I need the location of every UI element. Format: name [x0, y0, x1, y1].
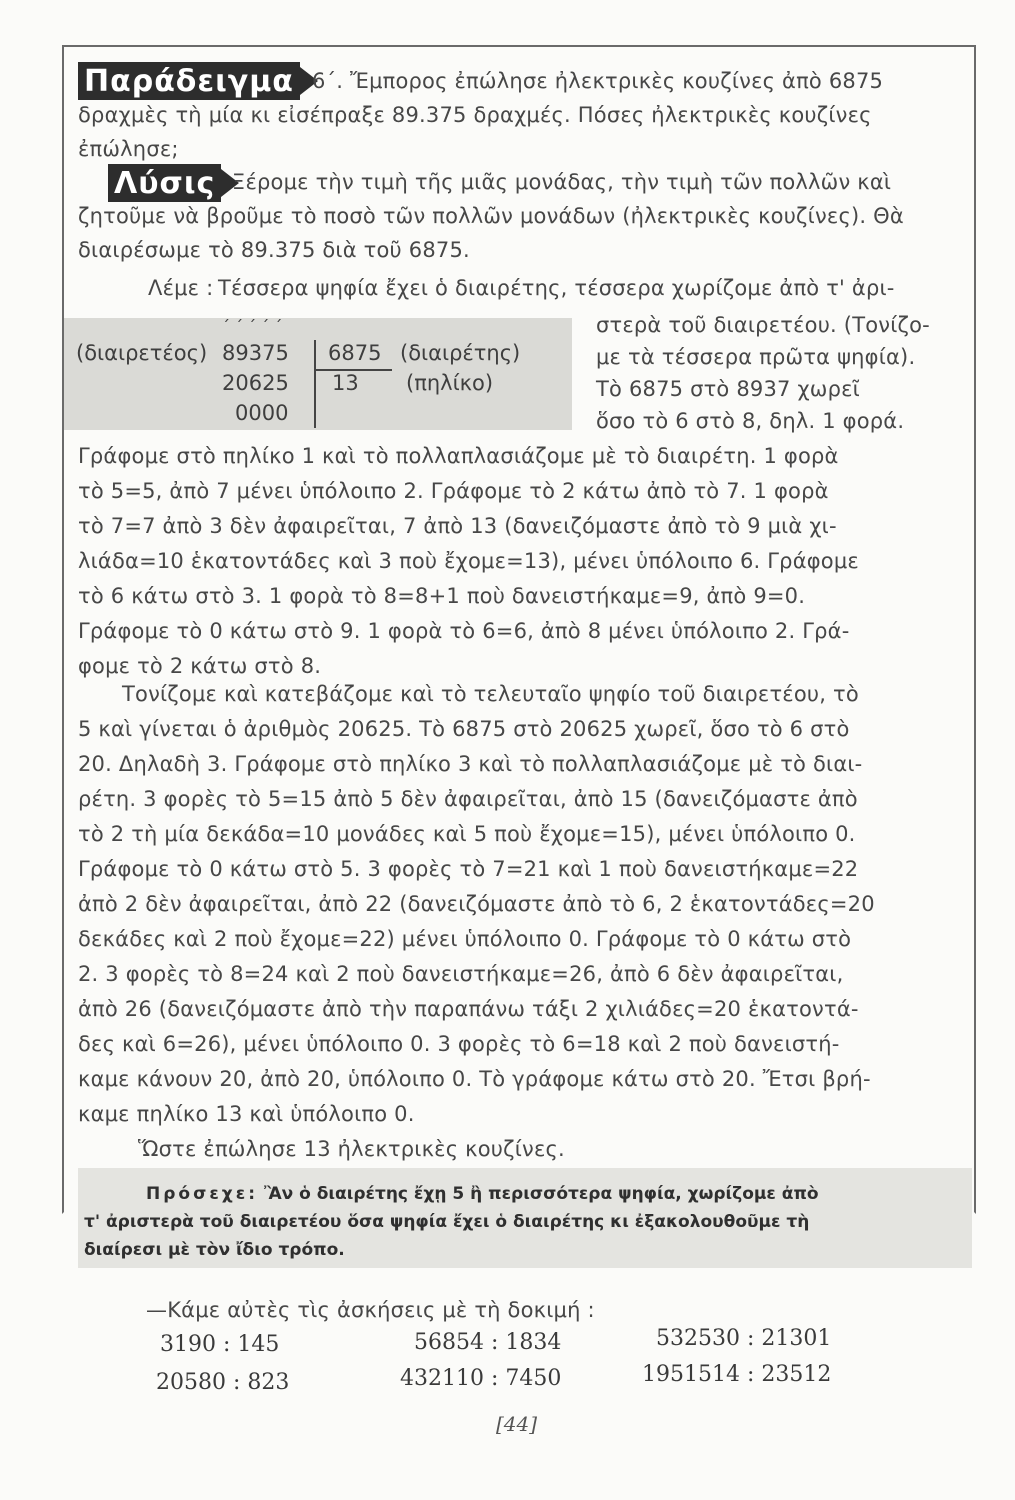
- body-p2-line-8: δεκάδες καὶ 2 ποὺ ἔχομε=22) μένει ὑπόλοιπο 0. Γράφομε τὸ 0 κάτω στὸ: [78, 927, 852, 951]
- body-p1-line-2: τὸ 5=5, ἀπὸ 7 μένει ὑπόλοιπο 2. Γράφομε τὸ 2 κάτω ἀπὸ τὸ 7. 1 φορὰ: [78, 479, 829, 503]
- body-p1-line-3: τὸ 7=7 ἀπὸ 3 δὲν ἀφαιρεῖται, 7 ἀπὸ 13 (δανειζόμαστε ἀπὸ τὸ 9 μιὰ χι-: [78, 514, 837, 538]
- solution-line-2: ζητοῦμε νὰ βροῦμε τὸ ποσὸ τῶν πολλῶν μονάδων (ἠλεκτρικὲς κουζίνες). Θὰ: [78, 204, 904, 228]
- leme-right-3: Τὸ 6875 στὸ 8937 χωρεῖ: [596, 377, 860, 401]
- body-p2-line-2: 5 καὶ γίνεται ὁ ἀριθμὸς 20625. Τὸ 6875 στὸ 20625 χωρεῖ, ὅσο τὸ 6 στὸ: [78, 717, 850, 741]
- note-heading: Πρόσεχε:: [146, 1184, 259, 1204]
- example-line-2: δραχμὲς τὴ μία κι εἰσέπραξε 89.375 δραχμές. Πόσες ἠλεκτρικὲς κουζίνες: [78, 103, 872, 127]
- dividend-label: (διαιρετέος): [76, 341, 208, 365]
- example-badge: Παράδειγμα: [78, 62, 300, 100]
- body-p2-line-10: ἀπὸ 26 (δανειζόμαστε ἀπὸ τὴν παραπάνω τάξι 2 χιλιάδες=20 ἑκατοντά-: [78, 997, 859, 1021]
- body-p1-line-4: λιάδα=10 ἑκατοντάδες καὶ 3 ποὺ ἔχομε=13), μένει ὑπόλοιπο 6. Γράφομε: [78, 549, 859, 573]
- conclusion: Ὥστε ἐπώλησε 13 ἠλεκτρικὲς κουζίνες.: [138, 1137, 565, 1161]
- exercise-2: 56854 : 1834: [414, 1330, 562, 1355]
- solution-line-3: διαιρέσωμε τὸ 89.375 διὰ τοῦ 6875.: [78, 238, 470, 262]
- division-ticks: ΄ ΄ ΄ ΄ ΄: [222, 317, 283, 336]
- exercises-instruction: —Κάμε αὐτὲς τὶς ἀσκήσεις μὲ τὴ δοκιμή :: [146, 1298, 595, 1322]
- leme-first: Τέσσερα ψηφία ἔχει ὁ διαιρέτης, τέσσερα χωρίζομε ἀπὸ τ' ἀρι-: [218, 276, 895, 300]
- body-p2-line-9: 2. 3 φορὲς τὸ 8=24 καὶ 2 ποὺ δανειστήκαμε=26, ἀπὸ 6 δὲν ἀφαιρεῖται,: [78, 962, 844, 986]
- body-p2-line-11: δες καὶ 6=26), μένει ὑπόλοιπο 0. 3 φορὲς τὸ 6=18 καὶ 2 ποὺ δανειστή-: [78, 1032, 840, 1056]
- leme-right-4: ὅσο τὸ 6 στὸ 8, δηλ. 1 φορά.: [596, 409, 905, 433]
- example-line-3: ἐπώλησε;: [78, 137, 179, 161]
- quotient: 13: [332, 371, 359, 395]
- solution-badge: Λύσις: [108, 164, 221, 202]
- exercise-1: 3190 : 145: [160, 1332, 280, 1357]
- body-p2-line-7: ἀπὸ 2 δὲν ἀφαιρεῖται, ἀπὸ 22 (δανειζόμαστε ἀπὸ τὸ 6, 2 ἑκατοντάδες=20: [78, 892, 875, 916]
- solution-line-1: Ξέρομε τὴν τιμὴ τῆς μιᾶς μονάδας, τὴν τιμὴ τῶν πολλῶν καὶ: [232, 170, 892, 194]
- body-p2-line-13: καμε πηλίκο 13 καὶ ὑπόλοιπο 0.: [78, 1102, 415, 1126]
- quotient-label: (πηλίκο): [406, 371, 494, 395]
- leme-right-2: με τὰ τέσσερα πρῶτα ψηφία).: [596, 345, 916, 369]
- note-line-2: τ' ἀριστερὰ τοῦ διαιρετέου ὅσα ψηφία ἔχει ὁ διαιρέτης κι ἐξακολουθοῦμε τὴ: [84, 1212, 810, 1232]
- body-p2-line-3: 20. Δηλαδὴ 3. Γράφομε στὸ πηλίκο 3 καὶ τὸ πολλαπλασιάζομε μὲ τὸ διαι-: [78, 752, 863, 776]
- body-p1-line-6: Γράφομε τὸ 0 κάτω στὸ 9. 1 φορὰ τὸ 6=6, ἀπὸ 8 μένει ὑπόλοιπο 2. Γρά-: [78, 619, 850, 643]
- division-shade: [64, 318, 572, 430]
- note-line-1-text: Ἂν ὁ διαιρέτης ἔχῃ 5 ἢ περισσότερα ψηφία, χωρίζομε ἀπὸ: [263, 1184, 819, 1204]
- example-line-1: 6΄. Ἔμπορος ἐπώλησε ἠλεκτρικὲς κουζίνες ἀπὸ 6875: [312, 69, 884, 93]
- body-p1-line-1: Γράφομε στὸ πηλίκο 1 καὶ τὸ πολλαπλασιάζομε μὲ τὸ διαιρέτη. 1 φορὰ: [78, 444, 839, 468]
- remainder-1: 20625: [222, 371, 289, 395]
- divisor-label: (διαιρέτης): [400, 341, 521, 365]
- note-line-1: [146, 1180, 819, 1208]
- body-p2-line-4: ρέτη. 3 φορὲς τὸ 5=15 ἀπὸ 5 δὲν ἀφαιρεῖται, ἀπὸ 15 (δανειζόμαστε ἀπὸ: [78, 787, 858, 811]
- leme-label: Λέμε :: [148, 276, 214, 300]
- exercise-6: 1951514 : 23512: [642, 1362, 832, 1387]
- body-p2-line-5: τὸ 2 τὴ μία δεκάδα=10 μονάδες καὶ 5 ποὺ ἔχομε=15), μένει ὑπόλοιπο 0.: [78, 822, 856, 846]
- division-horizontal-line: [314, 369, 392, 371]
- divisor: 6875: [328, 341, 382, 365]
- remainder-2: 0000: [235, 401, 289, 425]
- body-p2-line-12: καμε κάνουν 20, ἀπὸ 20, ὑπόλοιπο 0. Τὸ γράφομε κάτω στὸ 20. Ἔτσι βρή-: [78, 1067, 871, 1091]
- leme-right-1: στερὰ τοῦ διαιρετέου. (Τονίζο-: [596, 313, 930, 337]
- exercise-5: 432110 : 7450: [400, 1366, 562, 1391]
- body-p1-line-7: φομε τὸ 2 κάτω στὸ 8.: [78, 654, 322, 678]
- body-p1-line-5: τὸ 6 κάτω στὸ 3. 1 φορὰ τὸ 8=8+1 ποὺ δανειστήκαμε=9, ἀπὸ 9=0.: [78, 584, 806, 608]
- body-p2-line-6: Γράφομε τὸ 0 κάτω στὸ 5. 3 φορὲς τὸ 7=21 καὶ 1 ποὺ δανειστήκαμε=22: [78, 857, 859, 881]
- exercise-4: 20580 : 823: [156, 1370, 290, 1395]
- body-p2-line-1: Τονίζομε καὶ κατεβάζομε καὶ τὸ τελευταῖο ψηφίο τοῦ διαιρετέου, τὸ: [122, 682, 859, 706]
- note-line-3: διαίρεσι μὲ τὸν ἴδιο τρόπο.: [84, 1240, 345, 1260]
- page-number: [44]: [496, 1412, 538, 1436]
- dividend: 89375: [222, 341, 289, 365]
- division-vertical-line: [314, 340, 316, 428]
- exercise-3: 532530 : 21301: [656, 1326, 832, 1351]
